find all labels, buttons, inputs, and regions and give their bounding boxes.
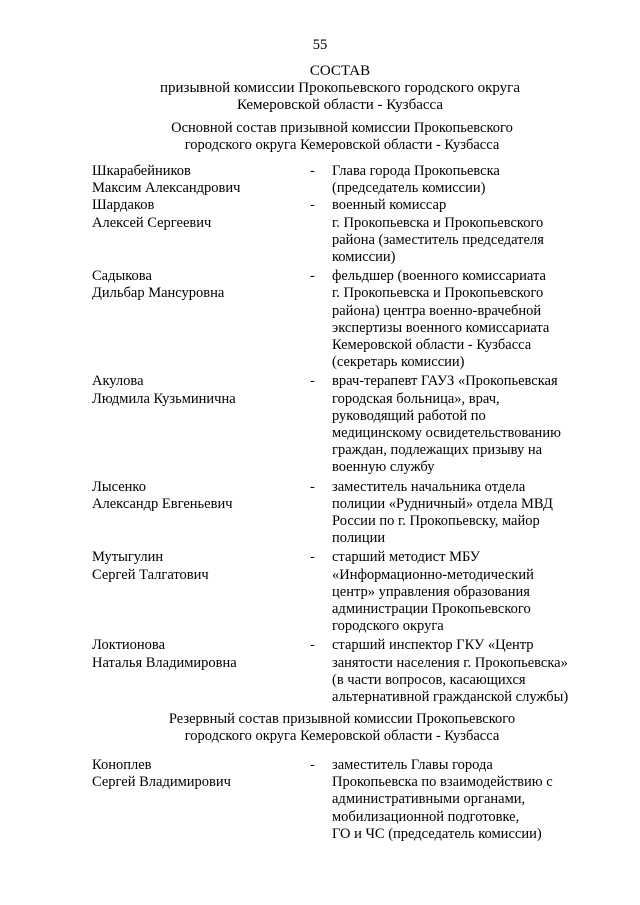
member-name (92, 479, 310, 548)
member-name (92, 268, 310, 371)
title-line-1: СОСТАВ (309, 63, 371, 79)
member-row (92, 197, 592, 266)
member-name (92, 549, 310, 635)
member-surname: Коноплев (92, 757, 152, 773)
main-members-list (92, 163, 592, 706)
member-row (92, 757, 592, 843)
member-name (92, 373, 310, 476)
role-line: администрации Прокопьевского (332, 601, 531, 618)
document-title (40, 63, 640, 114)
member-dash: - (310, 163, 315, 179)
role-line: врач-терапевт ГАУЗ «Прокопьевская (332, 373, 558, 390)
member-role (332, 637, 592, 706)
member-role (332, 757, 592, 843)
member-dash: - (310, 757, 315, 773)
role-line: старший инспектор ГКУ «Центр (332, 637, 534, 654)
main-heading-line-1: Основной состав призывной комиссии Прокопьевского (171, 120, 513, 136)
role-line: (в части вопросов, касающихся (332, 671, 526, 688)
member-given-name: Алексей Сергеевич (92, 214, 212, 231)
member-row (92, 479, 592, 548)
member-surname: Шардаков (92, 197, 155, 214)
member-role (332, 373, 592, 476)
role-line: полиции «Рудничный» отдела МВД (332, 495, 553, 512)
member-dash: - (310, 549, 315, 566)
role-line: района (заместитель председателя (332, 231, 544, 248)
member-given-name: Сергей Талгатович (92, 566, 209, 583)
member-surname: Лысенко (92, 478, 146, 495)
reserve-members-list (92, 757, 592, 843)
member-surname: Шкарабейников (92, 163, 191, 179)
member-dash: - (310, 197, 315, 214)
main-heading-line-2: городского округа Кемеровской области - Кузбасса (184, 137, 500, 154)
role-line: комиссии) (332, 249, 396, 266)
member-given-name: Людмила Кузьминична (92, 390, 236, 407)
member-surname: Локтионова (92, 637, 166, 654)
member-row (92, 163, 592, 197)
role-line: медицинскому освидетельствованию (332, 425, 561, 442)
role-line: заместитель начальника отдела (332, 478, 526, 495)
member-surname: Мутыгулин (92, 549, 164, 566)
role-line: ГО и ЧС (председатель комиссии) (332, 825, 542, 842)
member-given-name: Сергей Владимирович (92, 774, 231, 791)
role-line: Глава города Прокопьевска (332, 163, 500, 179)
reserve-heading-line-2: городского округа Кемеровской области - Кузбасса (184, 728, 500, 745)
role-line: городская больница», врач, (332, 390, 500, 407)
role-line: России по г. Прокопьевску, майор (332, 513, 540, 530)
role-line: фельдшер (военного комиссариата (332, 268, 546, 285)
role-line: военную службу (332, 459, 435, 476)
role-line: экспертизы военного комиссариата (332, 319, 550, 336)
role-line: Кемеровской области - Кузбасса (332, 337, 532, 354)
member-surname: Акулова (92, 373, 144, 390)
role-line: альтернативной гражданской службы) (332, 689, 569, 706)
role-line: занятости населения г. Прокопьевска» (332, 654, 568, 671)
title-line-3: Кемеровской области - Кузбасса (236, 97, 444, 113)
member-dash: - (310, 478, 315, 495)
main-section-heading (50, 120, 634, 154)
member-role (332, 549, 592, 635)
role-line: Прокопьевска по взаимодействию с (332, 774, 553, 791)
role-line: военный комиссар (332, 197, 447, 214)
member-given-name: Александр Евгеньевич (92, 495, 233, 512)
role-line: городского округа (332, 618, 444, 635)
member-row (92, 549, 592, 635)
role-line: полиции (332, 530, 386, 547)
member-row (92, 637, 592, 706)
reserve-heading-line-1: Резервный состав призывной комиссии Прокопьевского (168, 711, 516, 727)
member-role (332, 268, 592, 371)
member-role (332, 163, 592, 197)
role-line: центр» управления образования (332, 583, 530, 600)
member-name (92, 197, 310, 266)
member-surname: Садыкова (92, 268, 152, 285)
member-dash: - (310, 373, 315, 390)
member-dash: - (310, 268, 315, 285)
role-line: заместитель Главы города (332, 757, 493, 773)
page-number: 55 (312, 37, 328, 53)
role-line: (секретарь комиссии) (332, 354, 465, 371)
member-row (92, 268, 592, 371)
member-given-name: Дильбар Мансуровна (92, 285, 225, 302)
reserve-section-heading (50, 711, 634, 745)
role-line: мобилизационной подготовке, (332, 808, 520, 825)
role-line: «Информационно-методический (332, 566, 534, 583)
member-row (92, 373, 592, 476)
member-dash: - (310, 637, 315, 654)
role-line: руководящий работой по (332, 407, 486, 424)
member-name (92, 757, 310, 843)
role-line: г. Прокопьевска и Прокопьевского (332, 285, 544, 302)
role-line: г. Прокопьевска и Прокопьевского (332, 214, 544, 231)
member-given-name: Максим Александрович (92, 180, 241, 197)
role-line: административными органами, (332, 791, 526, 808)
member-given-name: Наталья Владимировна (92, 654, 237, 671)
role-line: (председатель комиссии) (332, 180, 486, 197)
member-name (92, 163, 310, 197)
title-line-2: призывной комиссии Прокопьевского городского округа (159, 80, 520, 96)
role-line: старший методист МБУ (332, 549, 481, 566)
role-line: граждан, подлежащих призыву на (332, 442, 543, 459)
member-name (92, 637, 310, 706)
role-line: района) центра военно-врачебной (332, 302, 542, 319)
member-role (332, 479, 592, 548)
member-role (332, 197, 592, 266)
